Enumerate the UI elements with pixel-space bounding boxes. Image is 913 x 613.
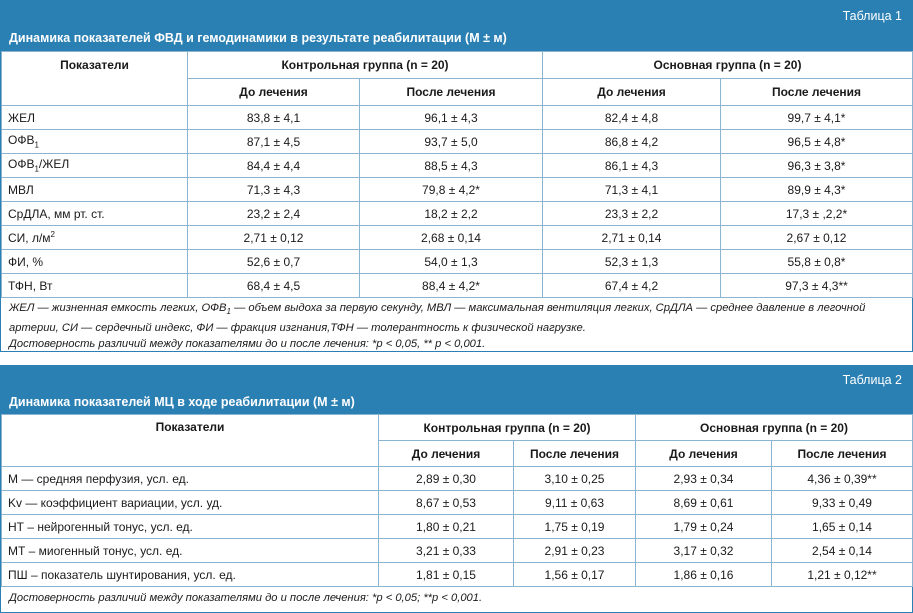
- t2-col-header-control-after: После лечения: [514, 441, 636, 467]
- cell-main-before: 2,71 ± 0,14: [543, 226, 721, 250]
- cell-main-after: 1,65 ± 0,14: [772, 515, 913, 539]
- cell-main-after: 96,5 ± 4,8*: [721, 130, 913, 154]
- cell-control-after: 96,1 ± 4,3: [360, 106, 543, 130]
- cell-main-after: 9,33 ± 0,49: [772, 491, 913, 515]
- row-label-sub: 1: [34, 164, 39, 174]
- row-label-text: ФИ, %: [8, 254, 44, 269]
- table-row: [2, 491, 913, 515]
- cell-main-after: 55,8 ± 0,8*: [721, 250, 913, 274]
- cell-control-after: 9,11 ± 0,63: [514, 491, 636, 515]
- col-header-control-before: До лечения: [188, 79, 360, 106]
- cell-main-before: 86,1 ± 4,3: [543, 154, 721, 178]
- t2-footnote-significance: Достоверность различий между показателями до и после лечения: *p < 0,05; **p < 0,001.: [9, 592, 483, 604]
- table-row: [2, 539, 913, 563]
- footnote-abbrev-start: ЖЕЛ — жизненная емкость легких, ОФВ: [9, 302, 227, 314]
- cell-main-before: 86,8 ± 4,2: [543, 130, 721, 154]
- t2-col-header-main-before: До лечения: [636, 441, 772, 467]
- cell-control-after: 79,8 ± 4,2*: [360, 178, 543, 202]
- footnote-sub: 1: [226, 307, 231, 317]
- row-label: [2, 178, 188, 202]
- table-row: [2, 202, 913, 226]
- cell-main-after: 97,3 ± 4,3**: [721, 274, 913, 298]
- cell-control-before: 71,3 ± 4,3: [188, 178, 360, 202]
- row-label-text: МВЛ: [8, 182, 34, 197]
- table-2-number: Таблица 2: [842, 373, 902, 387]
- row-label-text: ЖЕЛ: [8, 110, 35, 125]
- cell-main-before: 82,4 ± 4,8: [543, 106, 721, 130]
- cell-control-before: 68,4 ± 4,5: [188, 274, 360, 298]
- col-header-main-before: До лечения: [543, 79, 721, 106]
- t2-col-header-control-group: Контрольная группа (n = 20): [379, 415, 636, 441]
- cell-main-after: 4,36 ± 0,39**: [772, 467, 913, 491]
- col-header-main-group: Основная группа (n = 20): [543, 52, 913, 79]
- table-row: [2, 106, 913, 130]
- table-row: [2, 515, 913, 539]
- table-row: [2, 226, 913, 250]
- cell-control-before: 87,1 ± 4,5: [188, 130, 360, 154]
- cell-control-before: 83,8 ± 4,1: [188, 106, 360, 130]
- t2-col-header-control-before: До лечения: [379, 441, 514, 467]
- table-2: [0, 365, 913, 613]
- row-label: [2, 250, 188, 274]
- cell-control-after: 54,0 ± 1,3: [360, 250, 543, 274]
- cell-control-before: 1,80 ± 0,21: [379, 515, 514, 539]
- cell-main-before: 2,93 ± 0,34: [636, 467, 772, 491]
- row-label: Kv — коэффициент вариации, усл. уд.: [2, 491, 379, 515]
- cell-main-after: 99,7 ± 4,1*: [721, 106, 913, 130]
- cell-control-after: 2,68 ± 0,14: [360, 226, 543, 250]
- table-row: [2, 130, 913, 154]
- cell-main-before: 3,17 ± 0,32: [636, 539, 772, 563]
- row-label-tail: /ЖЕЛ: [38, 157, 70, 172]
- row-label: [2, 130, 188, 154]
- cell-control-before: 52,6 ± 0,7: [188, 250, 360, 274]
- row-label: НТ – нейрогенный тонус, усл. ед.: [2, 515, 379, 539]
- t2-col-header-main-after: После лечения: [772, 441, 913, 467]
- cell-control-before: 2,89 ± 0,30: [379, 467, 514, 491]
- cell-main-before: 8,69 ± 0,61: [636, 491, 772, 515]
- table-row: [2, 154, 913, 178]
- cell-control-before: 8,67 ± 0,53: [379, 491, 514, 515]
- col-header-main-after: После лечения: [721, 79, 913, 106]
- row-label-text: ОФВ: [8, 133, 35, 148]
- row-label-sup: 2: [50, 230, 55, 239]
- table-2-grid: [1, 414, 913, 587]
- row-label: [2, 106, 188, 130]
- cell-main-after: 2,54 ± 0,14: [772, 539, 913, 563]
- cell-main-before: 71,3 ± 4,1: [543, 178, 721, 202]
- cell-main-after: 2,67 ± 0,12: [721, 226, 913, 250]
- cell-control-after: 88,4 ± 4,2*: [360, 274, 543, 298]
- row-label: [2, 274, 188, 298]
- row-label: [2, 202, 188, 226]
- col-header-control-after: После лечения: [360, 79, 543, 106]
- col-header-indicator: Показатели: [2, 52, 188, 106]
- cell-main-before: 52,3 ± 1,3: [543, 250, 721, 274]
- cell-main-before: 23,3 ± 2,2: [543, 202, 721, 226]
- row-label: М — средняя перфузия, усл. ед.: [2, 467, 379, 491]
- table-1-header: [1, 1, 912, 51]
- table-row: [2, 563, 913, 587]
- footnote-significance: Достоверность различий между показателями до и после лечения: *p < 0,05, ** p < 0,001.: [9, 338, 486, 351]
- table-2-header: [1, 366, 912, 414]
- table-row: [2, 250, 913, 274]
- cell-control-after: 1,75 ± 0,19: [514, 515, 636, 539]
- row-label-text: СрДЛА, мм рт. ст.: [8, 206, 105, 221]
- cell-main-after: 89,9 ± 4,3*: [721, 178, 913, 202]
- footnote-abbrev-rest: — объем выдоха за первую секунду, МВЛ — максимальная вентиляция легких, СрДЛА — среднее давление в легочной артерии, СИ — сердечный индекс, ФИ — фракция изгнания,ТФН — толерантность к физической нагрузке.: [9, 302, 866, 335]
- row-label: ПШ – показатель шунтирования, усл. ед.: [2, 563, 379, 587]
- row-label: МТ – миогенный тонус, усл. ед.: [2, 539, 379, 563]
- cell-control-after: 18,2 ± 2,2: [360, 202, 543, 226]
- cell-main-after: 1,21 ± 0,12**: [772, 563, 913, 587]
- col-header-control-group: Контрольная группа (n = 20): [188, 52, 543, 79]
- table-1-grid: [1, 51, 913, 298]
- cell-control-before: 2,71 ± 0,12: [188, 226, 360, 250]
- table-row: [2, 274, 913, 298]
- table-row: [2, 178, 913, 202]
- cell-control-after: 1,56 ± 0,17: [514, 563, 636, 587]
- row-label-text: ОФВ: [8, 157, 35, 172]
- cell-control-before: 1,81 ± 0,15: [379, 563, 514, 587]
- row-label: [2, 226, 188, 250]
- table-1-number: Таблица 1: [842, 9, 902, 23]
- table-1-footnote: [1, 298, 912, 354]
- table-1-title: Динамика показателей ФВД и гемодинамики в результате реабилитации (М ± м): [9, 31, 507, 45]
- cell-control-after: 2,91 ± 0,23: [514, 539, 636, 563]
- table-row: [2, 467, 913, 491]
- cell-control-before: 84,4 ± 4,4: [188, 154, 360, 178]
- row-label-sub: 1: [34, 140, 39, 150]
- cell-main-after: 96,3 ± 3,8*: [721, 154, 913, 178]
- table-2-title: Динамика показателей МЦ в ходе реабилитации (М ± м): [9, 395, 355, 409]
- cell-main-before: 1,79 ± 0,24: [636, 515, 772, 539]
- cell-control-after: 3,10 ± 0,25: [514, 467, 636, 491]
- row-label-text: ТФН, Вт: [8, 278, 53, 293]
- cell-main-before: 1,86 ± 0,16: [636, 563, 772, 587]
- row-label: [2, 154, 188, 178]
- cell-control-after: 88,5 ± 4,3: [360, 154, 543, 178]
- cell-control-after: 93,7 ± 5,0: [360, 130, 543, 154]
- cell-control-before: 3,21 ± 0,33: [379, 539, 514, 563]
- row-label-text: СИ, л/м: [8, 231, 51, 245]
- t2-col-header-main-group: Основная группа (n = 20): [636, 415, 913, 441]
- cell-main-after: 17,3 ± ,2,2*: [721, 202, 913, 226]
- table-2-footnote: [1, 587, 912, 608]
- cell-main-before: 67,4 ± 4,2: [543, 274, 721, 298]
- t2-col-header-indicator: Показатели: [2, 415, 379, 467]
- cell-control-before: 23,2 ± 2,4: [188, 202, 360, 226]
